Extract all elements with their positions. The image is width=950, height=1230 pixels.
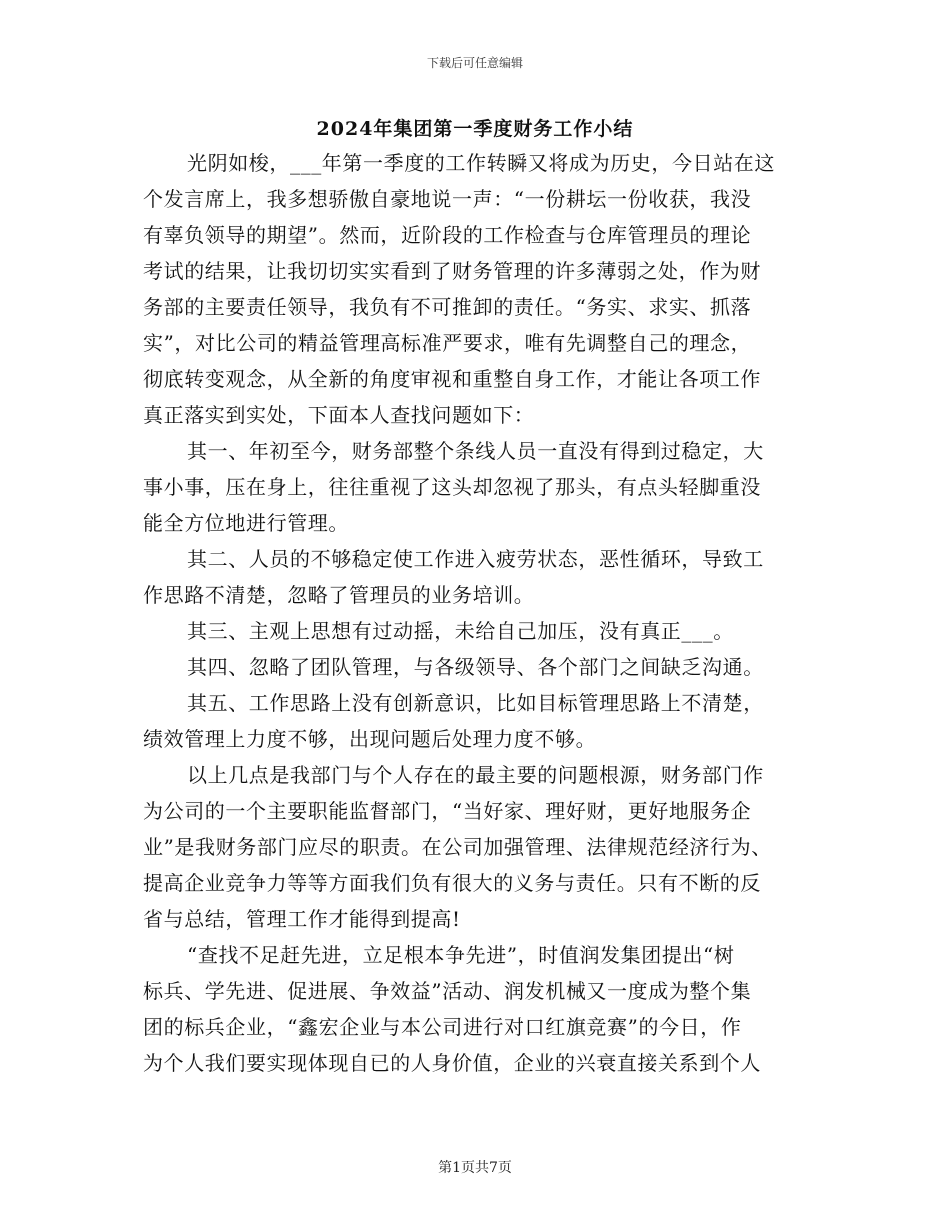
paragraph (143, 145, 809, 433)
paragraph (143, 937, 809, 1081)
text-line: 务部的主要责任领导，我负有不可推卸的责任。“务实、求实、抓落 (143, 295, 752, 319)
text-line: 彻底转变观念，从全新的角度审视和重整自身工作，才能让各项工作 (143, 367, 761, 391)
document-body (143, 145, 809, 1081)
text-line: 其五、工作思路上没有创新意识，比如目标管理思路上不清楚， (187, 691, 764, 715)
page-footer: 第1页共7页 (438, 1160, 512, 1176)
text-line: “查找不足赶先进，立足根本争先进”，时值润发集团提出“树 (187, 943, 735, 967)
text-line: 绩效管理上力度不够，出现问题后处理力度不够。 (143, 727, 597, 751)
text-line: 能全方位地进行管理。 (143, 511, 349, 535)
paragraph (143, 649, 809, 685)
paragraph (143, 541, 809, 613)
paragraph (143, 757, 809, 937)
paragraph (143, 613, 809, 649)
text-line: 其一、年初至今，财务部整个条线人员一直没有得到过稳定，大 (187, 439, 764, 463)
text-line: 省与总结，管理工作才能得到提高! (143, 907, 461, 931)
document-title: 2024年集团第一季度财务工作小结 (316, 118, 634, 140)
text-line: 个发言席上，我多想骄傲自豪地说一声：“一份耕坛一份收获，我没 (143, 187, 752, 211)
paragraph (143, 685, 809, 757)
text-line: 团的标兵企业，“鑫宏企业与本公司进行对口红旗竞赛”的今日，作 (143, 1015, 742, 1039)
text-line: 提高企业竞争力等等方面我们负有很大的义务与责任。只有不断的反 (143, 871, 761, 895)
text-line: 其二、人员的不够稳定使工作进入疲劳状态，恶性循环，导致工 (187, 547, 764, 571)
text-line: 为公司的一个主要职能监督部门，“当好家、理好财，更好地服务企 (143, 799, 752, 823)
header-note: 下载后可任意编辑 (426, 56, 523, 70)
paragraph (143, 433, 809, 541)
text-line: 其四、忽略了团队管理，与各级领导、各个部门之间缺乏沟通。 (187, 655, 764, 679)
text-line: 为个人我们要实现体现自已的人身价值，企业的兴衰直接关系到个人 (143, 1051, 761, 1075)
text-line: 真正落实到实处，下面本人查找问题如下： (143, 403, 535, 427)
text-line: 标兵、学先进、促进展、争效益”活动、润发机械又一度成为整个集 (143, 979, 752, 1003)
text-line: 考试的结果，让我切切实实看到了财务管理的许多薄弱之处，作为财 (143, 259, 761, 283)
text-line: 有辜负领导的期望”。然而，近阶段的工作检查与仓库管理员的理论 (143, 223, 752, 247)
text-line: 其三、主观上思想有过动摇，未给自己加压，没有真正___。 (187, 619, 734, 643)
text-line: 事小事，压在身上，往往重视了这头却忽视了那头，有点头轻脚重没 (143, 475, 761, 499)
text-line: 实”，对比公司的精益管理高标准严要求，唯有先调整自己的理念， (143, 331, 752, 355)
text-line: 光阴如梭，___年第一季度的工作转瞬又将成为历史，今日站在这 (187, 151, 775, 175)
text-line: 业”是我财务部门应尽的职责。在公司加强管理、法律规范经济行为、 (143, 835, 772, 859)
text-line: 作思路不清楚，忽略了管理员的业务培训。 (143, 583, 535, 607)
text-line: 以上几点是我部门与个人存在的最主要的问题根源，财务部门作 (187, 763, 764, 787)
